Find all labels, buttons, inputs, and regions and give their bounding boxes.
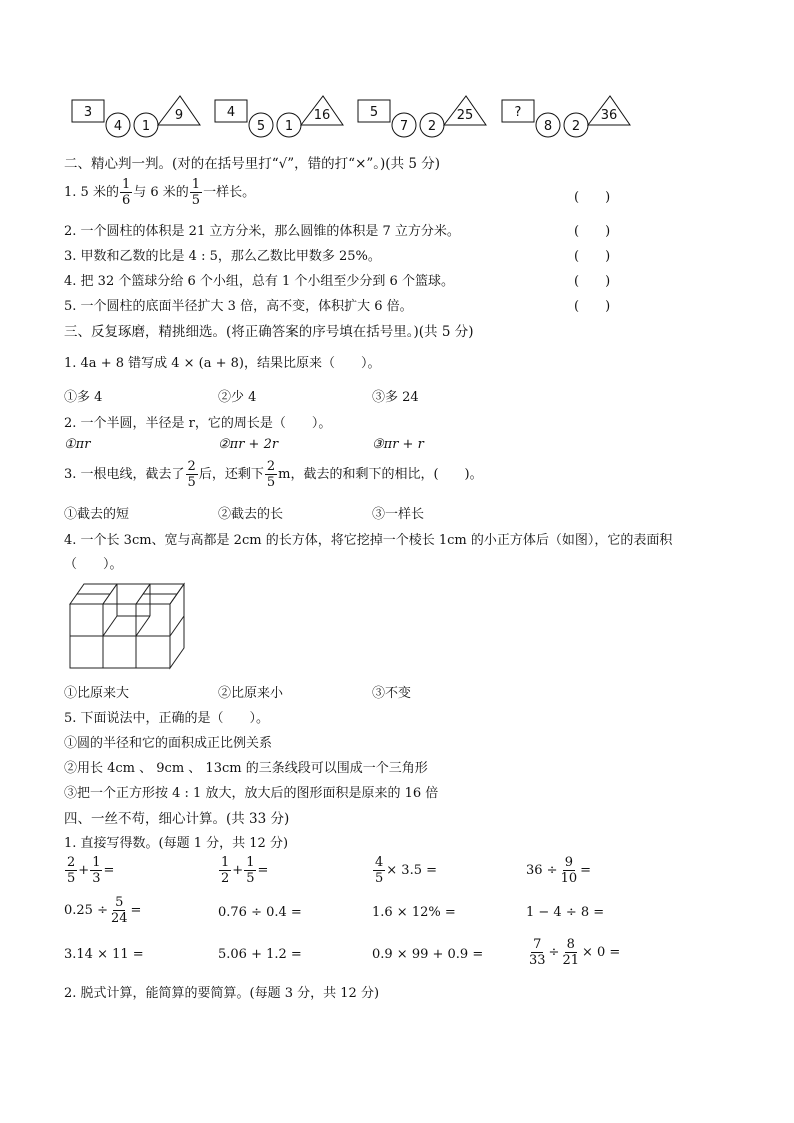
denominator: 5 — [266, 475, 276, 490]
answer-paren[interactable]: ( ) — [574, 224, 611, 239]
judge-q1-text-c: 一样长。 — [203, 185, 256, 200]
cuboid-figure — [68, 578, 188, 670]
section-4-title: 四、一丝不苟，细心计算。(共 33 分) — [64, 811, 290, 827]
number-chains — [0, 92, 794, 142]
denominator: 5 — [246, 871, 255, 886]
fraction — [560, 938, 581, 967]
expression-head: 0.25 ÷ — [64, 903, 108, 918]
fraction — [527, 938, 548, 967]
denominator: 5 — [67, 871, 76, 886]
calc-r3-e4 — [526, 938, 620, 967]
calc-r3-e1: 3.14 × 11 = — [64, 947, 144, 962]
calc-r1-e1 — [64, 856, 114, 885]
chain-circle-label: 7 — [399, 119, 409, 134]
denominator: 3 — [92, 871, 101, 886]
equals: = — [103, 863, 115, 878]
chain-square-label: ? — [514, 105, 522, 120]
denominator: 5 — [187, 475, 196, 490]
choice-q5-option-1[interactable]: ①圆的半径和它的面积成正比例关系 — [64, 736, 273, 751]
fraction — [265, 460, 277, 489]
choice-q3-option-3[interactable]: ③一样长 — [372, 507, 425, 522]
answer-paren[interactable]: ( ) — [574, 249, 611, 264]
operator: + — [232, 863, 244, 878]
chain-circle-label: 2 — [571, 119, 581, 134]
choice-q5-option-3[interactable]: ③把一个正方形按 4 : 1 放大，放大后的图形面积是原来的 16 倍 — [64, 786, 439, 801]
denominator: 21 — [562, 953, 579, 968]
expression-head: 36 ÷ — [526, 863, 558, 878]
fraction — [559, 856, 580, 885]
numerator: 1 — [191, 177, 201, 192]
fraction — [65, 856, 77, 885]
expression-tail: × 3.5 = — [386, 863, 438, 878]
numerator: 4 — [375, 855, 384, 870]
chain-triangle-label: 25 — [456, 108, 474, 123]
section-3-title: 三、反复琢磨，精挑细选。(将正确答案的序号填在括号里。)(共 5 分) — [64, 324, 474, 340]
numerator: 1 — [221, 855, 230, 870]
judge-q1 — [64, 178, 255, 207]
fraction — [186, 460, 198, 489]
judge-q2: 2. 一个圆柱的体积是 21 立方分米，那么圆锥的体积是 7 立方分米。 — [64, 224, 460, 239]
fraction — [373, 856, 385, 885]
fraction — [90, 856, 102, 885]
choice-q3-option-2[interactable]: ②截去的长 — [218, 507, 284, 522]
numerator: 5 — [115, 895, 124, 910]
numerator: 1 — [246, 855, 255, 870]
section-4-sub-2: 2. 脱式计算，能简算的要简算。(每题 3 分，共 12 分) — [64, 986, 380, 1001]
chain-circle-label: 8 — [543, 119, 553, 134]
chain-triangle-label: 16 — [313, 108, 331, 123]
fraction — [219, 856, 231, 885]
section-2-title: 二、精心判一判。(对的在括号里打“√”，错的打“×”。)(共 5 分) — [64, 156, 441, 172]
number-chains-figure — [0, 92, 794, 142]
choice-q3-option-1[interactable]: ①截去的短 — [64, 507, 130, 522]
chain-circle-label: 1 — [284, 119, 294, 134]
section-4-sub-1: 1. 直接写得数。(每题 1 分，共 12 分) — [64, 836, 289, 851]
choice-q2-option-1[interactable]: ①πr — [64, 437, 91, 452]
choice-q5-option-2[interactable]: ②用长 4cm 、 9cm 、 13cm 的三条线段可以围成一个三角形 — [64, 761, 428, 776]
operator: ÷ — [548, 945, 560, 960]
choice-q1-option-1[interactable]: ①多 4 — [64, 390, 103, 405]
choice-q2: 2. 一个半圆，半径是 r，它的周长是（ ）。 — [64, 416, 332, 431]
fraction — [244, 856, 256, 885]
denominator: 5 — [191, 193, 201, 208]
choice-q3-text-a: 3. 一根电线，截去了 — [64, 467, 185, 482]
numerator: 2 — [266, 459, 276, 474]
calc-r1-e3 — [372, 856, 437, 885]
expression-tail: × 0 = — [582, 945, 621, 960]
numerator: 8 — [566, 937, 575, 952]
answer-paren[interactable]: ( ) — [574, 274, 611, 289]
calc-r2-e3: 1.6 × 12% = — [372, 905, 456, 920]
denominator: 6 — [121, 193, 131, 208]
choice-q1-option-3[interactable]: ③多 24 — [372, 390, 419, 405]
numerator: 1 — [121, 177, 131, 192]
fraction — [109, 896, 130, 925]
operator: + — [78, 863, 90, 878]
fraction — [120, 178, 132, 207]
calc-r1-e4 — [526, 856, 591, 885]
denominator: 24 — [110, 911, 128, 926]
choice-q4: 4. 一个长 3cm、宽与高都是 2cm 的长方体，将它挖掉一个棱长 1cm 的小正方体后（如图），它的表面积 — [64, 533, 673, 548]
calc-r2-e2: 0.76 ÷ 0.4 = — [218, 905, 302, 920]
numerator: 2 — [187, 459, 196, 474]
choice-q4-option-3[interactable]: ③不变 — [372, 686, 412, 701]
chain-circle-label: 2 — [427, 119, 437, 134]
calc-r3-e2: 5.06 + 1.2 = — [218, 947, 302, 962]
answer-paren[interactable]: ( ) — [574, 190, 611, 205]
judge-q1-text-b: 与 6 米的 — [133, 185, 189, 200]
answer-paren[interactable]: ( ) — [574, 299, 611, 314]
equals: = — [257, 863, 269, 878]
numerator: 1 — [92, 855, 101, 870]
numerator: 7 — [533, 937, 542, 952]
chain-triangle-label: 9 — [174, 108, 184, 123]
choice-q4-option-1[interactable]: ①比原来大 — [64, 686, 130, 701]
denominator: 5 — [375, 871, 384, 886]
choice-q2-option-2[interactable]: ②πr + 2r — [218, 437, 279, 452]
choice-q5: 5. 下面说法中，正确的是（ ）。 — [64, 711, 270, 726]
judge-q4: 4. 把 32 个篮球分给 6 个小组，总有 1 个小组至少分到 6 个篮球。 — [64, 274, 454, 289]
denominator: 10 — [560, 871, 578, 886]
chain-circle-label: 4 — [113, 119, 123, 134]
choice-q3 — [64, 460, 483, 489]
choice-q1: 1. 4a + 8 错写成 4 × (a + 8)，结果比原来（ ）。 — [64, 356, 381, 371]
equals: = — [580, 863, 592, 878]
choice-q3-text-c: m，截去的和剩下的相比，( )。 — [278, 467, 483, 482]
judge-q3: 3. 甲数和乙数的比是 4 : 5，那么乙数比甲数多 25%。 — [64, 249, 381, 264]
chain-triangle-label: 36 — [600, 108, 618, 123]
choice-q4-option-2[interactable]: ②比原来小 — [218, 686, 284, 701]
choice-q4-paren[interactable]: （ ）。 — [64, 557, 123, 572]
equals: = — [130, 903, 142, 918]
calc-r1-e2 — [218, 856, 268, 885]
numerator: 9 — [564, 855, 573, 870]
judge-q1-text-a: 1. 5 米的 — [64, 185, 119, 200]
chain-square-label: 4 — [226, 105, 236, 120]
chain-circle-label: 1 — [141, 119, 151, 134]
calc-r2-e1 — [64, 896, 141, 925]
choice-q3-text-b: 后，还剩下 — [198, 467, 264, 482]
fraction — [190, 178, 202, 207]
numerator: 2 — [67, 855, 76, 870]
chain-circle-label: 5 — [256, 119, 266, 134]
judge-q5: 5. 一个圆柱的底面半径扩大 3 倍，高不变，体积扩大 6 倍。 — [64, 299, 413, 314]
denominator: 2 — [221, 871, 230, 886]
calc-r2-e4: 1 − 4 ÷ 8 = — [526, 905, 605, 920]
calc-r3-e3: 0.9 × 99 + 0.9 = — [372, 947, 484, 962]
chain-square-label: 5 — [369, 105, 379, 120]
denominator: 33 — [529, 953, 546, 968]
choice-q1-option-2[interactable]: ②少 4 — [218, 390, 257, 405]
chain-square-label: 3 — [83, 105, 93, 120]
choice-q2-option-3[interactable]: ③πr + r — [372, 437, 424, 452]
